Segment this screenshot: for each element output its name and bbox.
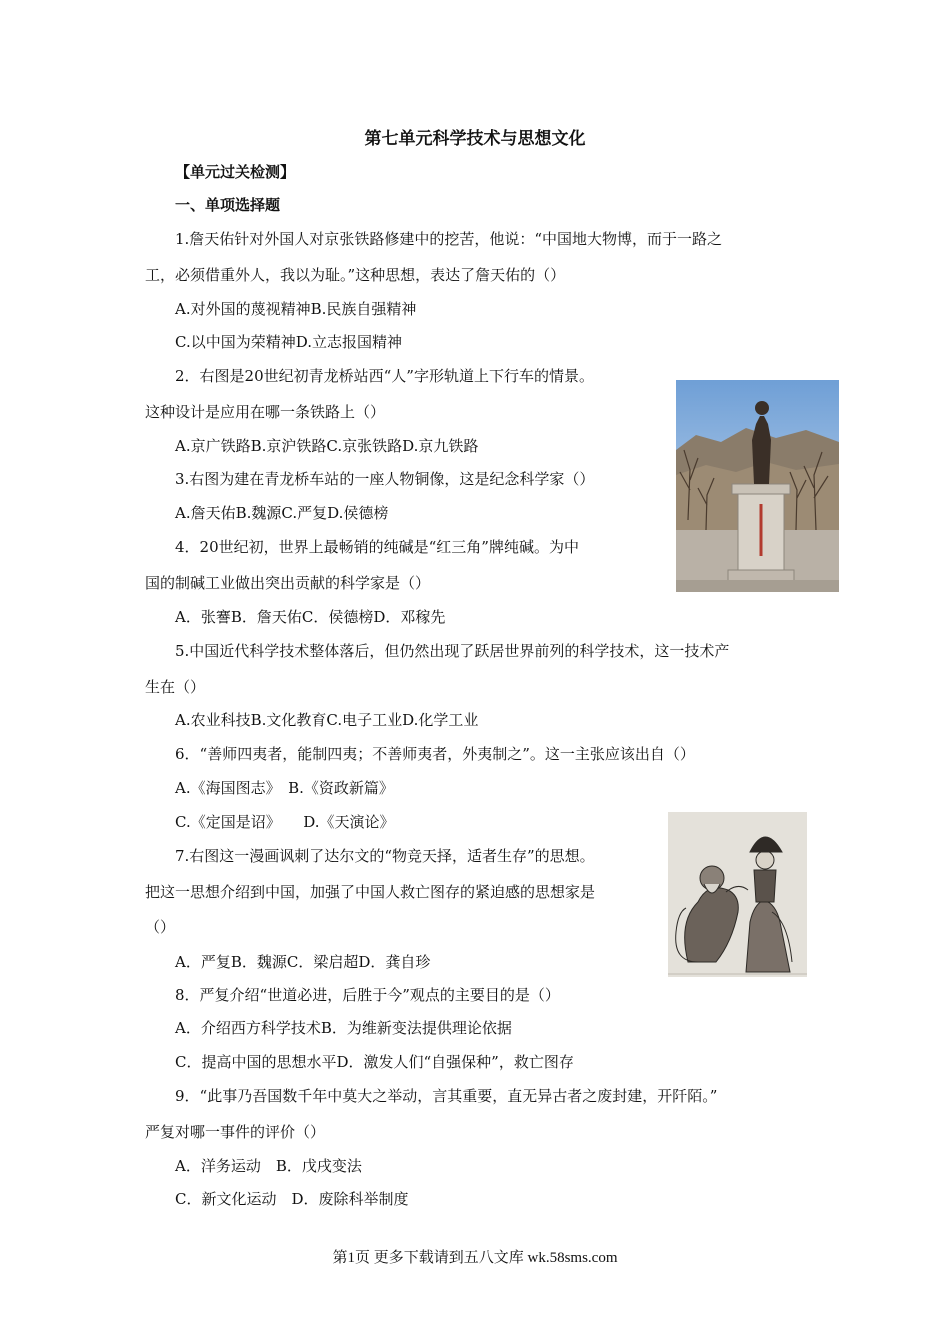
question-5-text-cont: 生在（） bbox=[145, 678, 206, 696]
question-4-text: 4．20世纪初，世界上最畅销的纯碱是“红三角”牌纯碱。为中 bbox=[175, 538, 579, 556]
question-2-options: A.京广铁路B.京沪铁路C.京张铁路D.京九铁路 bbox=[175, 437, 479, 455]
question-7-text-cont: 把这一思想介绍到中国，加强了中国人救亡图存的紧迫感的思想家是 bbox=[145, 883, 596, 901]
question-5-options: A.农业科技B.文化教育C.电子工业D.化学工业 bbox=[175, 711, 479, 729]
page-title: 第七单元科学技术与思想文化 bbox=[364, 129, 586, 149]
question-8-options-cd: C．提高中国的思想水平D．激发人们“自强保种”，救亡图存 bbox=[175, 1053, 574, 1071]
question-5-text: 5.中国近代科学技术整体落后，但仍然出现了跃居世界前列的科学技术，这一技术产 bbox=[175, 642, 730, 660]
question-7-options: A．严复B．魏源C．梁启超D．龚自珍 bbox=[175, 953, 431, 971]
question-2-text: 2．右图是20世纪初青龙桥站西“人”字形轨道上下行车的情景。 bbox=[175, 367, 594, 385]
question-9-options-ab: A．洋务运动 B．戊戌变法 bbox=[175, 1157, 362, 1175]
question-9-options-cd: C．新文化运动 D．废除科举制度 bbox=[175, 1190, 409, 1208]
question-1-options-cd: C.以中国为荣精神D.立志报国精神 bbox=[175, 333, 402, 351]
question-1-text: 1.詹天佑针对外国人对京张铁路修建中的挖苦，他说：“中国地大物博，而于一路之 bbox=[175, 230, 722, 248]
question-8-text: 8．严复介绍“世道必进，后胜于今”观点的主要目的是（） bbox=[175, 986, 560, 1004]
question-7-blank: （） bbox=[145, 918, 176, 936]
question-3-options: A.詹天佑B.魏源C.严复D.侯德榜 bbox=[175, 504, 389, 522]
page-footer: 第1页 更多下载请到五八文库 wk.58sms.com bbox=[332, 1250, 618, 1266]
question-6-options-ab: A.《海国图志》 B.《资政新篇》 bbox=[175, 779, 394, 797]
section-label: 【单元过关检测】 bbox=[175, 163, 296, 181]
question-4-options: A．张謇B．詹天佑C．侯德榜D．邓稼先 bbox=[175, 608, 446, 626]
question-1-text-cont: 工，必须借重外人，我以为耻。”这种思想，表达了詹天佑的（） bbox=[145, 266, 566, 284]
question-6-text: 6．“善师四夷者，能制四夷；不善师夷者，外夷制之”。这一主张应该出自（） bbox=[175, 745, 695, 763]
question-6-options-cd: C.《定国是诏》 D.《天演论》 bbox=[175, 813, 395, 831]
part-label: 一、单项选择题 bbox=[175, 196, 281, 214]
question-9-text-cont: 严复对哪一事件的评价（） bbox=[145, 1123, 326, 1141]
question-1-options-ab: A.对外国的蔑视精神B.民族自强精神 bbox=[175, 300, 417, 318]
darwin-caricature bbox=[668, 812, 807, 977]
question-9-text: 9．“此事乃吾国数千年中莫大之举动，言其重要，直无异古者之废封建，开阡陌。” bbox=[175, 1087, 718, 1105]
question-7-text: 7.右图这一漫画讽刺了达尔文的“物竞天择，适者生存”的思想。 bbox=[175, 847, 595, 865]
question-3-text: 3.右图为建在青龙桥车站的一座人物铜像，这是纪念科学家（） bbox=[175, 470, 595, 488]
question-4-text-cont: 国的制碱工业做出突出贡献的科学家是（） bbox=[145, 574, 431, 592]
question-8-options-ab: A．介绍西方科学技术B．为维新变法提供理论依据 bbox=[175, 1019, 512, 1037]
statue-photo bbox=[676, 380, 839, 592]
question-2-text-cont: 这种设计是应用在哪一条铁路上（） bbox=[145, 403, 386, 421]
